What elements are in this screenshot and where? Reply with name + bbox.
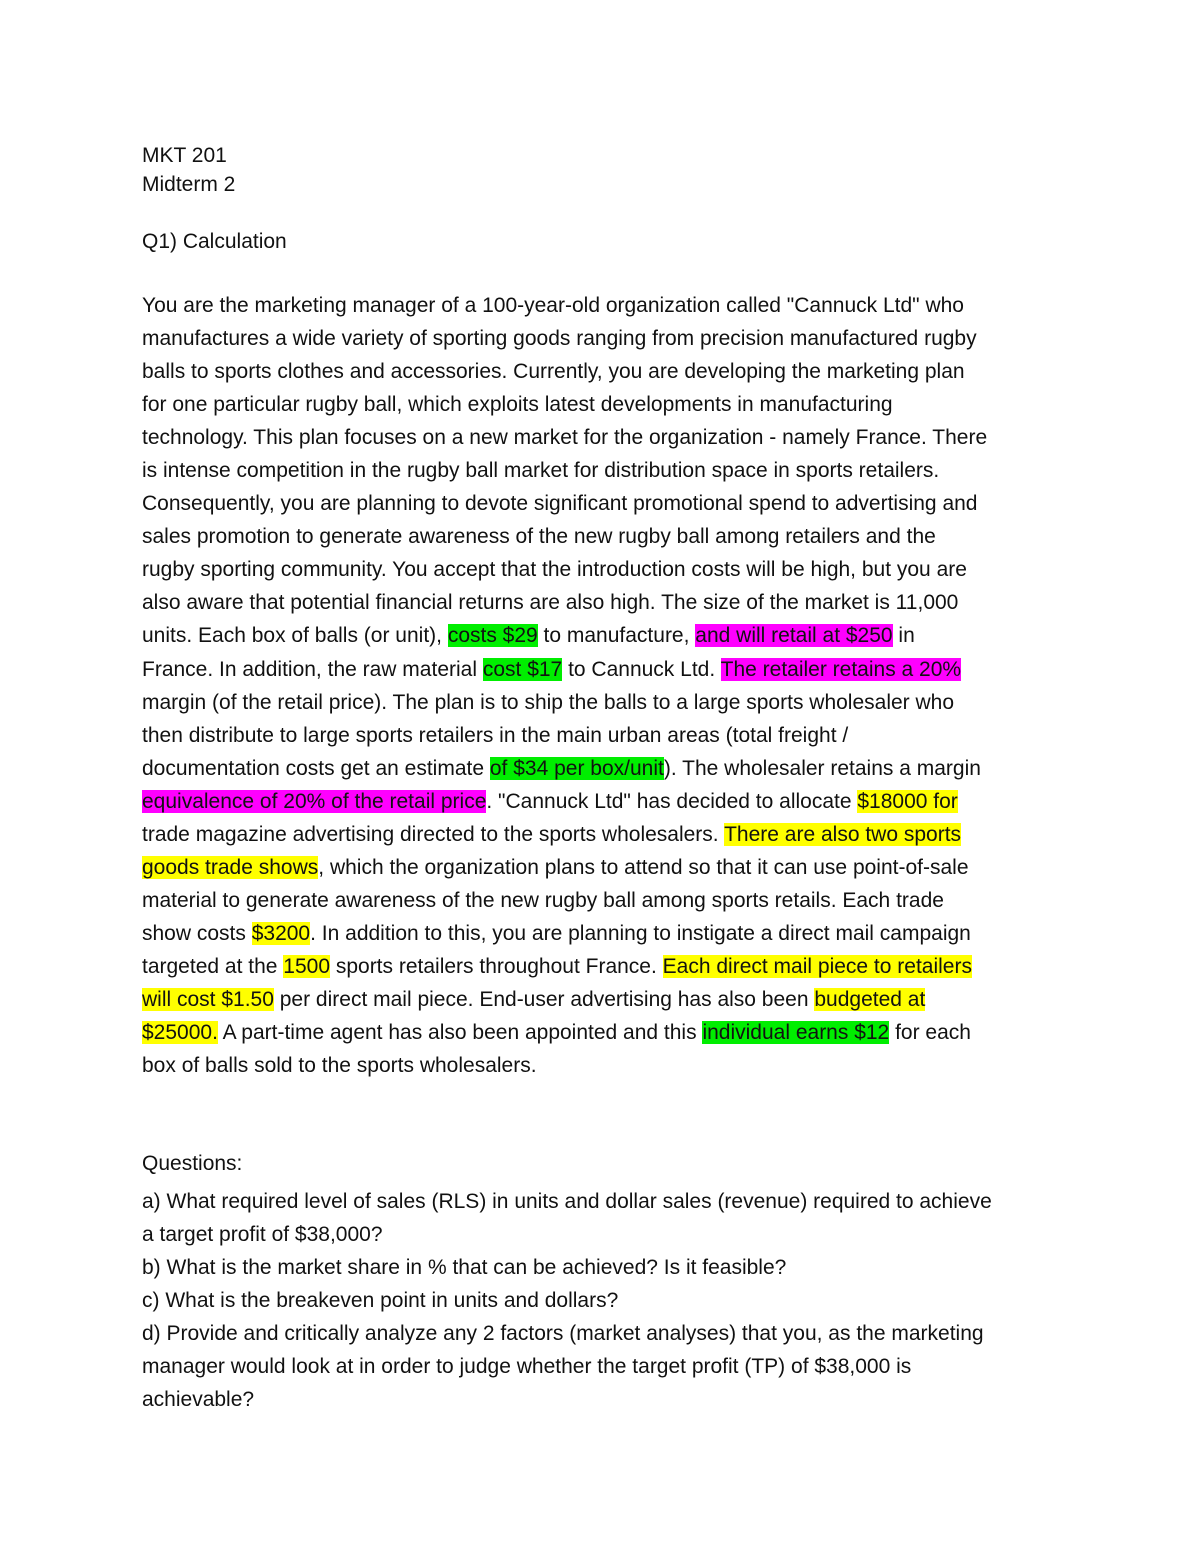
body-text: also aware that potential financial returns are also high. The size of the market is 11,000 xyxy=(142,591,959,615)
scenario-line xyxy=(142,884,1062,917)
highlighted-text-yellow: 1500 xyxy=(283,954,330,978)
question-line: c) What is the breakeven point in units and dollars? xyxy=(142,1289,619,1313)
question-line: a) What required level of sales (RLS) in units and dollar sales (revenue) required to achieve xyxy=(142,1190,992,1214)
question-line: manager would look at in order to judge whether the target profit (TP) of $38,000 is xyxy=(142,1355,912,1379)
document-page xyxy=(142,141,1062,1417)
body-text: sports retailers throughout France. xyxy=(330,954,663,978)
scenario-line xyxy=(142,851,1062,884)
body-text: ). The wholesaler retains a margin xyxy=(663,756,981,780)
scenario-line xyxy=(142,487,1062,520)
highlighted-text-yellow: will cost $1.50 xyxy=(142,987,274,1011)
scenario-line xyxy=(142,388,1062,421)
scenario-line xyxy=(142,322,1062,355)
highlighted-text-yellow: budgeted at xyxy=(814,987,926,1011)
body-text: units. Each box of balls (or unit), xyxy=(142,624,448,648)
body-text: You are the marketing manager of a 100-year-old organization called "Cannuck Ltd" who xyxy=(142,294,964,317)
scenario-line xyxy=(142,653,1062,686)
body-text: Consequently, you are planning to devote significant promotional spend to advertising and xyxy=(142,492,978,516)
scenario-line xyxy=(142,983,1062,1016)
body-text: in xyxy=(892,624,915,648)
body-text: sales promotion to generate awareness of the new rugby ball among retailers and the xyxy=(142,525,936,549)
body-text: material to generate awareness of the new rugby ball among sports retails. Each trade xyxy=(142,888,944,912)
body-text: per direct mail piece. End-user advertising has also been xyxy=(273,987,815,1011)
body-text: to manufacture, xyxy=(537,624,696,648)
highlighted-text-green: costs $29 xyxy=(447,624,538,648)
scenario-paragraph xyxy=(142,289,1062,1082)
highlighted-text-yellow: There are also two sports xyxy=(724,822,962,846)
scenario-line xyxy=(142,950,1062,983)
question-title: Q1) Calculation xyxy=(142,230,287,253)
scenario-line xyxy=(142,752,1062,785)
scenario-line xyxy=(142,1049,1062,1082)
highlighted-text-magenta: and will retail at $250 xyxy=(695,624,893,648)
scenario-line xyxy=(142,421,1062,454)
body-text: A part-time agent has also been appointed and this xyxy=(217,1021,703,1045)
body-text: for each xyxy=(889,1021,971,1045)
question-line: a target profit of $38,000? xyxy=(142,1223,383,1247)
scenario-line xyxy=(142,719,1062,752)
body-text: documentation costs get an estimate xyxy=(142,756,490,780)
scenario-line xyxy=(142,917,1062,950)
body-text: then distribute to large sports retailers in the main urban areas (total freight / xyxy=(142,723,849,747)
body-text: France. In addition, the raw material xyxy=(142,657,483,681)
body-text: manufactures a wide variety of sporting goods ranging from precision manufactured rugby xyxy=(142,327,977,351)
body-text: margin (of the retail price). The plan is to ship the balls to a large sports wholesaler who xyxy=(142,690,955,714)
questions-heading: Questions: xyxy=(142,1152,243,1176)
highlighted-text-green: of $34 per box/unit xyxy=(489,756,664,780)
scenario-line xyxy=(142,586,1062,619)
highlighted-text-magenta: The retailer retains a 20% xyxy=(720,657,962,681)
body-text: targeted at the xyxy=(142,954,284,978)
scenario-line xyxy=(142,553,1062,586)
scenario-line xyxy=(142,686,1062,719)
questions-list xyxy=(142,1185,1062,1416)
scenario-line xyxy=(142,785,1062,818)
highlighted-text-yellow: $3200 xyxy=(251,921,311,945)
scenario-line xyxy=(142,619,1062,652)
scenario-line xyxy=(142,355,1062,388)
highlighted-text-green: individual earns $12 xyxy=(702,1021,890,1045)
body-text: box of balls sold to the sports wholesalers. xyxy=(142,1054,537,1078)
body-text: technology. This plan focuses on a new market for the organization - namely France. There xyxy=(142,426,988,450)
body-text: trade magazine advertising directed to the sports wholesalers. xyxy=(142,822,725,846)
exam-title: Midterm 2 xyxy=(142,173,236,196)
body-text: balls to sports clothes and accessories. Currently, you are developing the marketing plan xyxy=(142,360,965,384)
highlighted-text-magenta: equivalence of 20% of the retail price xyxy=(142,789,487,813)
body-text: . "Cannuck Ltd" has decided to allocate xyxy=(486,789,858,813)
question-line: d) Provide and critically analyze any 2 factors (market analyses) that you, as the marketing xyxy=(142,1322,984,1346)
scenario-line xyxy=(142,454,1062,487)
body-text: is intense competition in the rugby ball market for distribution space in sports retailers. xyxy=(142,459,940,483)
body-text: , which the organization plans to attend so that it can use point-of-sale xyxy=(318,855,969,879)
question-line: achievable? xyxy=(142,1388,255,1412)
scenario-line xyxy=(142,289,1062,322)
scenario-line xyxy=(142,818,1062,851)
highlighted-text-yellow: $18000 for xyxy=(857,789,958,813)
question-line: b) What is the market share in % that can be achieved? Is it feasible? xyxy=(142,1256,787,1280)
highlighted-text-yellow: $25000. xyxy=(142,1021,218,1045)
highlighted-text-green: cost $17 xyxy=(482,657,563,681)
course-code: MKT 201 xyxy=(142,144,227,167)
body-text: rugby sporting community. You accept that the introduction costs will be high, but you are xyxy=(142,558,967,582)
scenario-line xyxy=(142,520,1062,553)
body-text: . In addition to this, you are planning to instigate a direct mail campaign xyxy=(310,921,971,945)
body-text: show costs xyxy=(142,921,252,945)
highlighted-text-yellow: Each direct mail piece to retailers xyxy=(662,954,972,978)
body-text: for one particular rugby ball, which exploits latest developments in manufacturing xyxy=(142,393,893,417)
body-text: to Cannuck Ltd. xyxy=(562,657,721,681)
highlighted-text-yellow: goods trade shows xyxy=(142,855,319,879)
scenario-line xyxy=(142,1016,1062,1049)
